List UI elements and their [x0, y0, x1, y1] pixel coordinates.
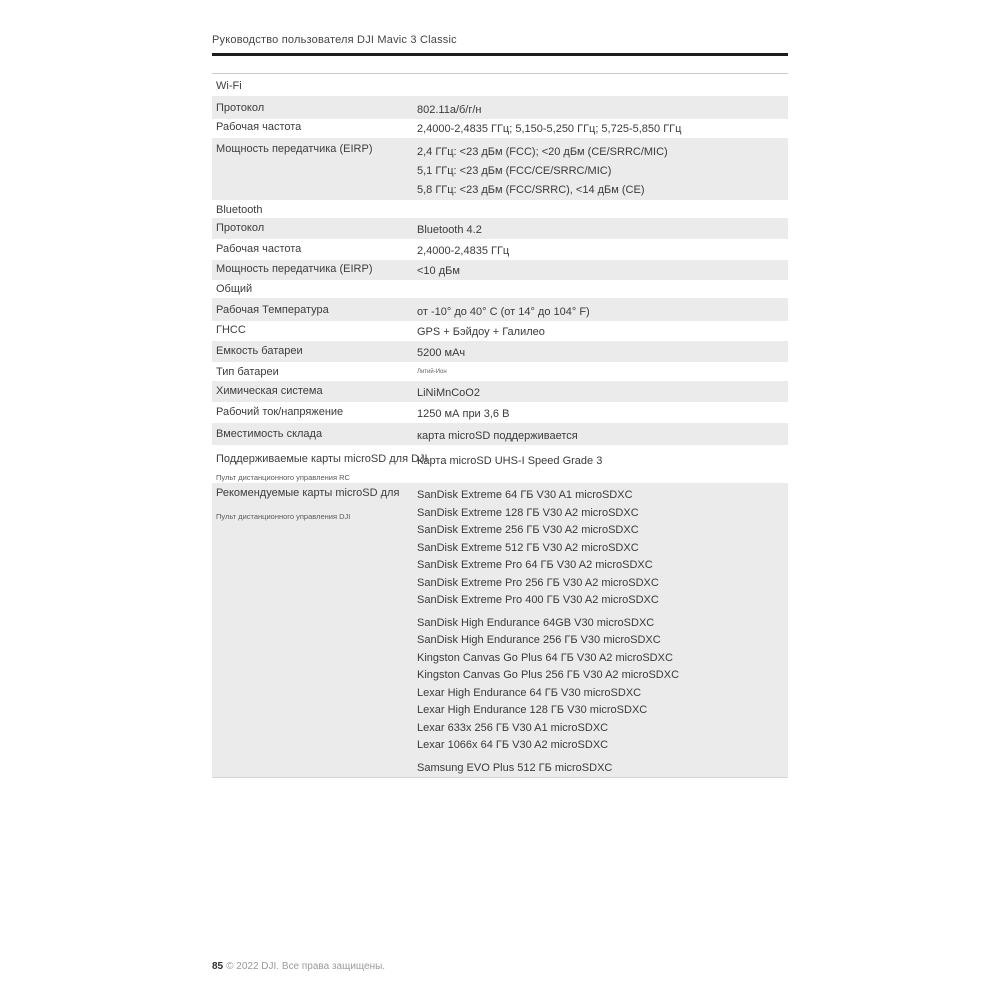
spec-value: 2,4000-2,4835 ГГц [417, 245, 510, 257]
spec-label: Протокол [216, 102, 265, 114]
spec-label: Поддерживаемые карты microSD для DJI Пульт дистанционного управления RC [216, 453, 428, 482]
spec-sublabel: Пульт дистанционного управления RC [216, 473, 350, 482]
spec-value: 5,8 ГГц: <23 дБм (FCC/SRRC), <14 дБм (CE) [417, 184, 645, 196]
spec-label: Вместимость склада [216, 428, 323, 440]
spec-label: Рекомендуемые карты microSD для Пульт дистанционного управления DJI [212, 487, 417, 521]
spec-values [417, 366, 788, 379]
spec-value: Kingston Canvas Go Plus 256 ГБ V30 A2 microSDXC [417, 669, 680, 681]
table-row [212, 423, 788, 445]
spec-value: Литий-Ион [417, 369, 447, 375]
spec-value: Kingston Canvas Go Plus 64 ГБ V30 A2 microSDXC [417, 651, 673, 664]
spec-label: Химическая система [216, 385, 323, 397]
spec-value: LiNiMnCoO2 [417, 387, 480, 399]
section-label: Wi-Fi [216, 80, 242, 92]
spec-sublabel: Пульт дистанционного управления DJI [216, 512, 351, 521]
spec-values [417, 385, 788, 402]
spec-values [417, 102, 788, 119]
spec-values [417, 453, 788, 470]
spec-values [417, 428, 788, 445]
spec-label: Рабочая частота [216, 243, 302, 255]
spec-label: Мощность передатчика (EIRP) [216, 143, 373, 155]
table-row [212, 381, 788, 402]
spec-label: Тип батареи [216, 366, 279, 378]
spec-value: Карта microSD UHS-I Speed Grade 3 [417, 455, 603, 467]
spec-label: Рабочая Температура [216, 304, 329, 316]
spec-values [417, 406, 788, 423]
spec-values [417, 222, 788, 239]
spec-value: Samsung EVO Plus 512 ГБ microSDXC [417, 761, 613, 774]
table-row [212, 239, 788, 260]
spec-value: 1250 мА при 3,6 В [417, 408, 510, 420]
spec-value: Lexar 633x 256 ГБ V30 A1 microSDXC [417, 721, 609, 734]
spec-value: Lexar High Endurance 128 ГБ V30 microSDXC [417, 704, 648, 716]
spec-values [417, 121, 788, 138]
spec-label: Мощность передатчика (EIRP) [216, 263, 373, 275]
page-footer [212, 961, 385, 972]
header-rule [212, 53, 788, 56]
section-row [212, 74, 788, 96]
spec-value: SanDisk High Endurance 256 ГБ V30 microSDXC [417, 634, 661, 646]
page-number: 85 [212, 961, 224, 972]
spec-value: 5200 мАч [417, 347, 466, 359]
spec-value: SanDisk Extreme Pro 400 ГБ V30 A2 microSDXC [417, 594, 659, 606]
spec-values [417, 143, 788, 200]
table-row [212, 362, 788, 381]
spec-value: SanDisk Extreme 64 ГБ V30 A1 microSDXC [417, 489, 633, 501]
spec-value: SanDisk Extreme 256 ГБ V30 A2 microSDXC [417, 524, 639, 536]
spec-values [417, 243, 788, 260]
table-row [212, 298, 788, 321]
table-row [212, 321, 788, 341]
spec-value: 802.11a/б/г/н [417, 104, 482, 116]
spec-values [417, 304, 788, 321]
spec-table [212, 73, 788, 778]
spec-values [417, 324, 788, 341]
table-row [212, 138, 788, 200]
spec-value: SanDisk Extreme Pro 256 ГБ V30 A2 microSDXC [417, 576, 659, 589]
table-row [212, 483, 788, 777]
table-row [212, 96, 788, 119]
spec-value: 2,4 ГГц: <23 дБм (FCC); <20 дБм (CE/SRRC/MIC) [417, 146, 668, 158]
section-label: Общий [216, 283, 253, 295]
spec-value: SanDisk High Endurance 64GB V30 microSDXC [417, 616, 655, 629]
spec-values [417, 345, 788, 362]
section-row [212, 200, 788, 218]
spec-value: Lexar High Endurance 64 ГБ V30 microSDXC [417, 686, 642, 699]
spec-value: GPS + Бэйдоу + Галилео [417, 326, 545, 338]
table-row [212, 218, 788, 239]
spec-label: ГНСС [216, 324, 246, 336]
spec-value: Lexar 1066x 64 ГБ V30 A2 microSDXC [417, 739, 609, 751]
spec-value: SanDisk Extreme Pro 64 ГБ V30 A2 microSDXC [417, 559, 653, 571]
spec-label: Протокол [216, 222, 265, 234]
spec-label: Рабочая частота [216, 121, 302, 133]
spec-label: Емкость батареи [216, 345, 303, 357]
table-row [212, 119, 788, 138]
spec-value: SanDisk Extreme 512 ГБ V30 A2 microSDXC [417, 541, 639, 554]
spec-values [417, 487, 788, 777]
table-row [212, 445, 788, 483]
section-label: Bluetooth [216, 204, 263, 216]
spec-values [417, 263, 788, 280]
table-row [212, 402, 788, 423]
spec-label: Рабочий ток/напряжение [216, 406, 344, 418]
spec-value: карта microSD поддерживается [417, 430, 578, 442]
table-row [212, 260, 788, 280]
spec-value: SanDisk Extreme 128 ГБ V30 A2 microSDXC [417, 506, 639, 519]
spec-value: 5,1 ГГц: <23 дБм (FCC/CE/SRRC/MIC) [417, 165, 612, 177]
spec-value: от -10° до 40° C (от 14° до 104° F) [417, 306, 590, 318]
document-title: Руководство пользователя DJI Mavic 3 Classic [212, 34, 457, 46]
copyright-text: © 2022 DJI. Все права защищены. [226, 961, 386, 972]
table-row [212, 341, 788, 362]
spec-value: Bluetooth 4.2 [417, 224, 482, 236]
spec-value: <10 дБм [417, 265, 460, 277]
spec-value: 2,4000-2,4835 ГГц; 5,150-5,250 ГГц; 5,725-5,850 ГГц [417, 123, 682, 135]
section-row [212, 280, 788, 298]
